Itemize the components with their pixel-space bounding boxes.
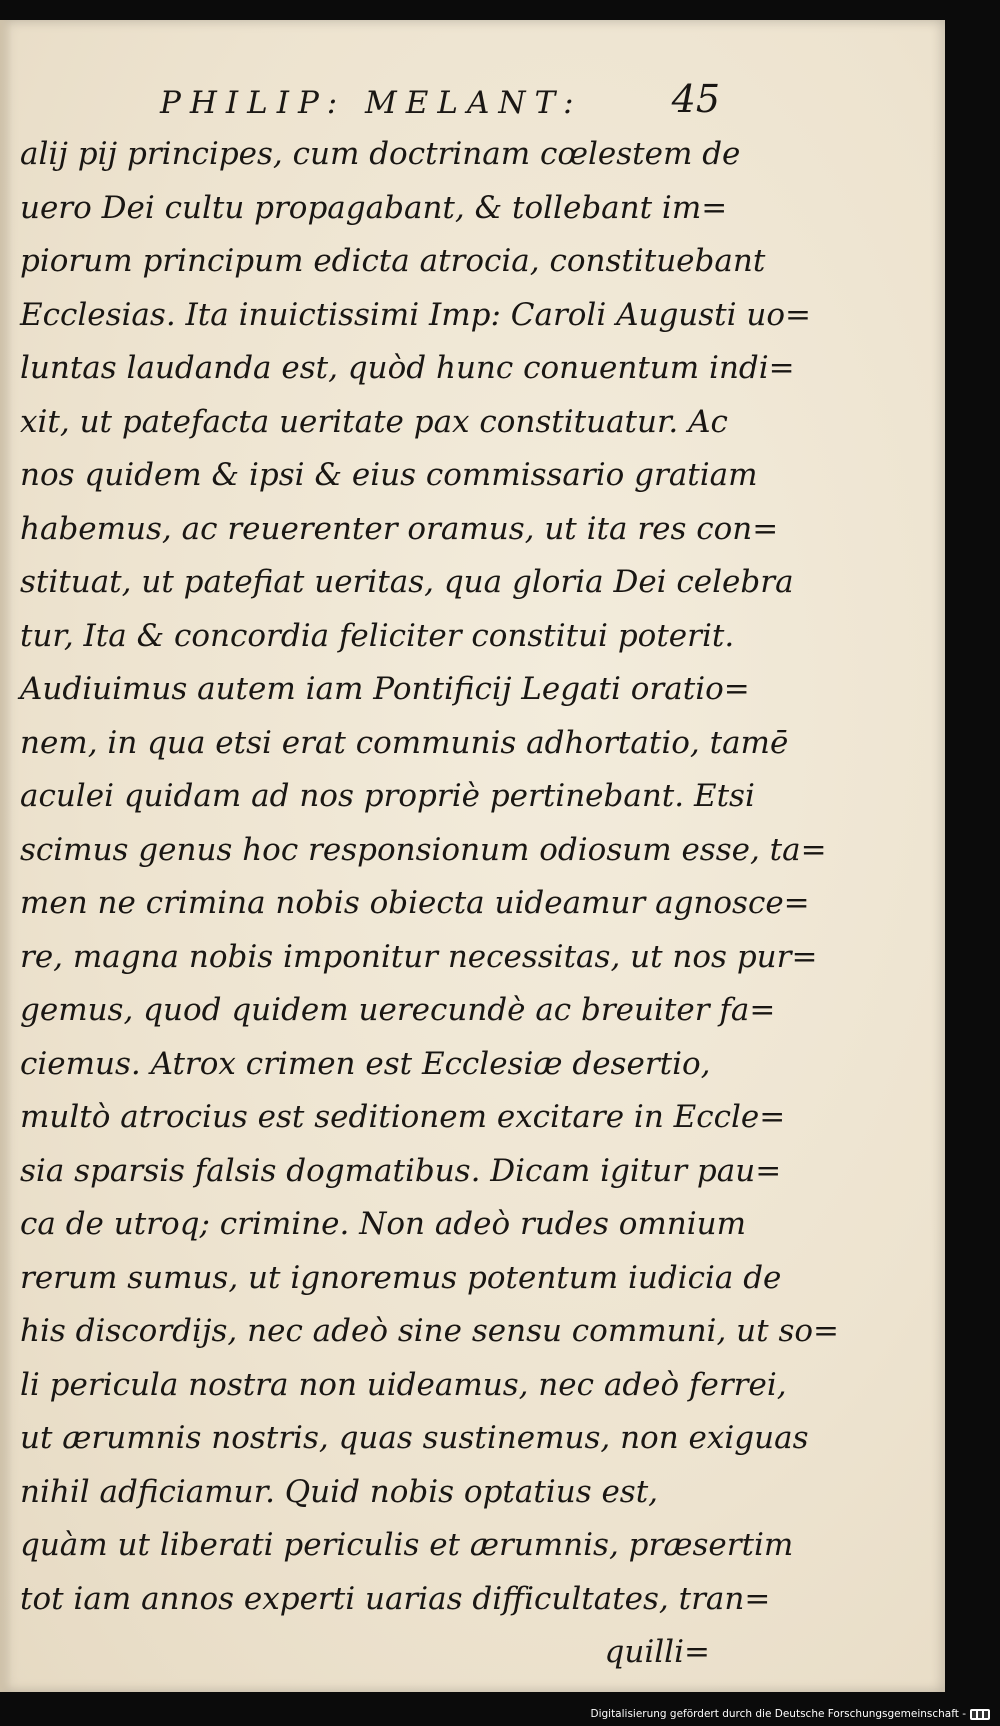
text-line: men ne crimina nobis obiecta uideamur agnosce= bbox=[20, 885, 810, 921]
page-gutter-shadow bbox=[0, 20, 12, 1692]
text-line: nem, in qua etsi erat communis adhortatio, tamē bbox=[20, 724, 789, 761]
text-line: gemus, quod quidem uerecundè ac breuiter fa= bbox=[20, 992, 776, 1028]
text-line: Audiuimus autem iam Pontificij Legati oratio= bbox=[20, 671, 750, 707]
text-line: tot iam annos experti uarias difficultates, tran= bbox=[20, 1580, 771, 1617]
text-line: li pericula nostra non uideamus, nec adeò ferrei, bbox=[20, 1366, 787, 1403]
book-page bbox=[0, 20, 945, 1692]
catchword: quilli= bbox=[604, 1634, 710, 1670]
text-line: rerum sumus, ut ignoremus potentum iudicia de bbox=[20, 1259, 782, 1296]
page-number: 45 bbox=[671, 77, 720, 121]
text-line: quàm ut liberati periculis et ærumnis, præsertim bbox=[20, 1527, 794, 1563]
text-line: his discordijs, nec adeò sine sensu communi, ut so= bbox=[20, 1313, 839, 1349]
text-line: tur, Ita & concordia feliciter constitui poterit. bbox=[20, 617, 735, 654]
text-line: piorum principum edicta atrocia, constituebant bbox=[20, 243, 766, 279]
funding-credit: Digitalisierung gefördert durch die Deutsche Forschungsgemeinschaft - bbox=[590, 1708, 966, 1720]
text-line: habemus, ac reuerenter oramus, ut ita res con= bbox=[20, 510, 779, 547]
running-title: PHILIP: MELANT: bbox=[160, 85, 583, 121]
text-line: multò atrocius est seditionem excitare in Eccle= bbox=[20, 1099, 786, 1135]
text-line: aculei quidam ad nos propriè pertinebant. Etsi bbox=[20, 778, 755, 814]
text-line: nos quidem & ipsi & eius commissario gratiam bbox=[20, 457, 758, 493]
text-line: stituat, ut patefiat ueritas, qua gloria Dei celebra bbox=[20, 564, 794, 600]
text-line: nihil adficiamur. Quid nobis optatius est, bbox=[20, 1473, 659, 1510]
text-line: xit, ut patefacta ueritate pax constituatur. Ac bbox=[20, 403, 728, 440]
text-line: sia sparsis falsis dogmatibus. Dicam igitur pau= bbox=[20, 1152, 782, 1189]
text-line: luntas laudanda est, quòd hunc conuentum indi= bbox=[20, 350, 795, 386]
body-text bbox=[20, 128, 839, 1680]
dfg-logo-icon bbox=[970, 1709, 990, 1720]
text-line: ca de utroq; crimine. Non adeò rudes omnium bbox=[20, 1206, 747, 1242]
text-line: Ecclesias. Ita inuictissimi Imp: Caroli Augusti uo= bbox=[20, 296, 812, 333]
text-line: re, magna nobis imponitur necessitas, ut nos pur= bbox=[20, 938, 818, 975]
digitization-footer bbox=[590, 1708, 990, 1720]
text-line: alij pij principes, cum doctrinam cœlestem de bbox=[20, 136, 741, 172]
text-line: uero Dei cultu propagabant, & tollebant im= bbox=[20, 189, 728, 226]
text-line: ut ærumnis nostris, quas sustinemus, non exiguas bbox=[20, 1420, 809, 1456]
text-line: scimus genus hoc responsionum odiosum esse, ta= bbox=[20, 831, 827, 868]
text-line: ciemus. Atrox crimen est Ecclesiæ desertio, bbox=[20, 1045, 711, 1082]
page-header bbox=[160, 75, 720, 135]
